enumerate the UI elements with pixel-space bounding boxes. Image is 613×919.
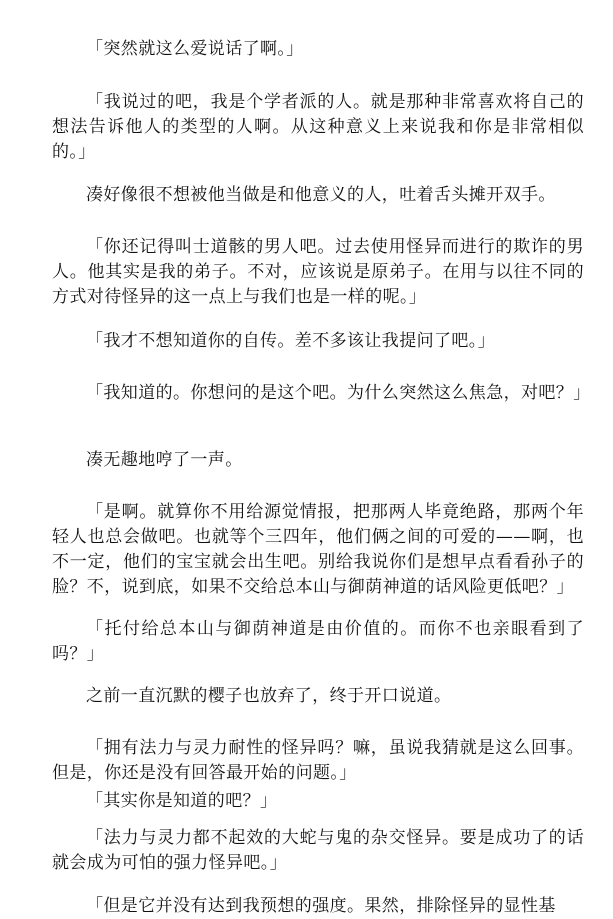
- paragraph-5: 「我才不想知道你的自传。差不多该让我提问了吧。」: [86, 331, 496, 351]
- paragraph-8: 「是啊。就算你不用给源觉情报，把那两人毕竟绝路，那两个年轻人也总会做吧。也就等个三四年，他们俩之间的可爱的——啊，也不一定，他们的宝宝就会出生吧。别给我说你们是想早点看看孙子的脸？不，说到底，如果不交给总本山与御荫神道的话风险更低吧？」: [52, 502, 584, 597]
- paragraph-11: 「拥有法力与灵力耐性的怪异吗？嘛，虽说我猜就是这么回事。但是，你还是没有回答最开始的问题。」: [52, 738, 584, 783]
- paragraph-14: 「但是它并没有达到我预想的强度。果然，排除怪异的显性基: [86, 896, 556, 916]
- paragraph-9: 「托付给总本山与御荫神道是由价值的。而你不也亲眼看到了吗？」: [52, 619, 584, 664]
- paragraph-13: 「法力与灵力都不起效的大蛇与鬼的杂交怪异。要是成功了的话就会成为可怕的强力怪异吧。」: [52, 828, 584, 873]
- paragraph-2: 「我说过的吧，我是个学者派的人。就是那种非常喜欢将自己的想法告诉他人的类型的人啊。从这种意义上来说我和你是非常相似的。」: [52, 92, 584, 162]
- paragraph-10: 之前一直沉默的樱子也放弃了，终于开口说道。: [86, 686, 452, 706]
- paragraph-3: 凑好像很不想被他当做是和他意义的人，吐着舌头摊开双手。: [86, 185, 556, 205]
- paragraph-6: 「我知道的。你想问的是这个吧。为什么突然这么焦急，对吧？」: [86, 383, 591, 403]
- paragraph-4: 「你还记得叫士道骸的男人吧。过去使用怪异而进行的欺诈的男人。他其实是我的弟子。不对，应该说是原弟子。在用与以往不同的方式对待怪异的这一点上与我们也是一样的呢。」: [52, 237, 584, 307]
- paragraph-7: 凑无趣地哼了一声。: [86, 450, 243, 470]
- paragraph-1: 「突然就这么爱说话了啊。」: [86, 39, 304, 59]
- paragraph-12: 「其实你是知道的吧？」: [86, 791, 278, 811]
